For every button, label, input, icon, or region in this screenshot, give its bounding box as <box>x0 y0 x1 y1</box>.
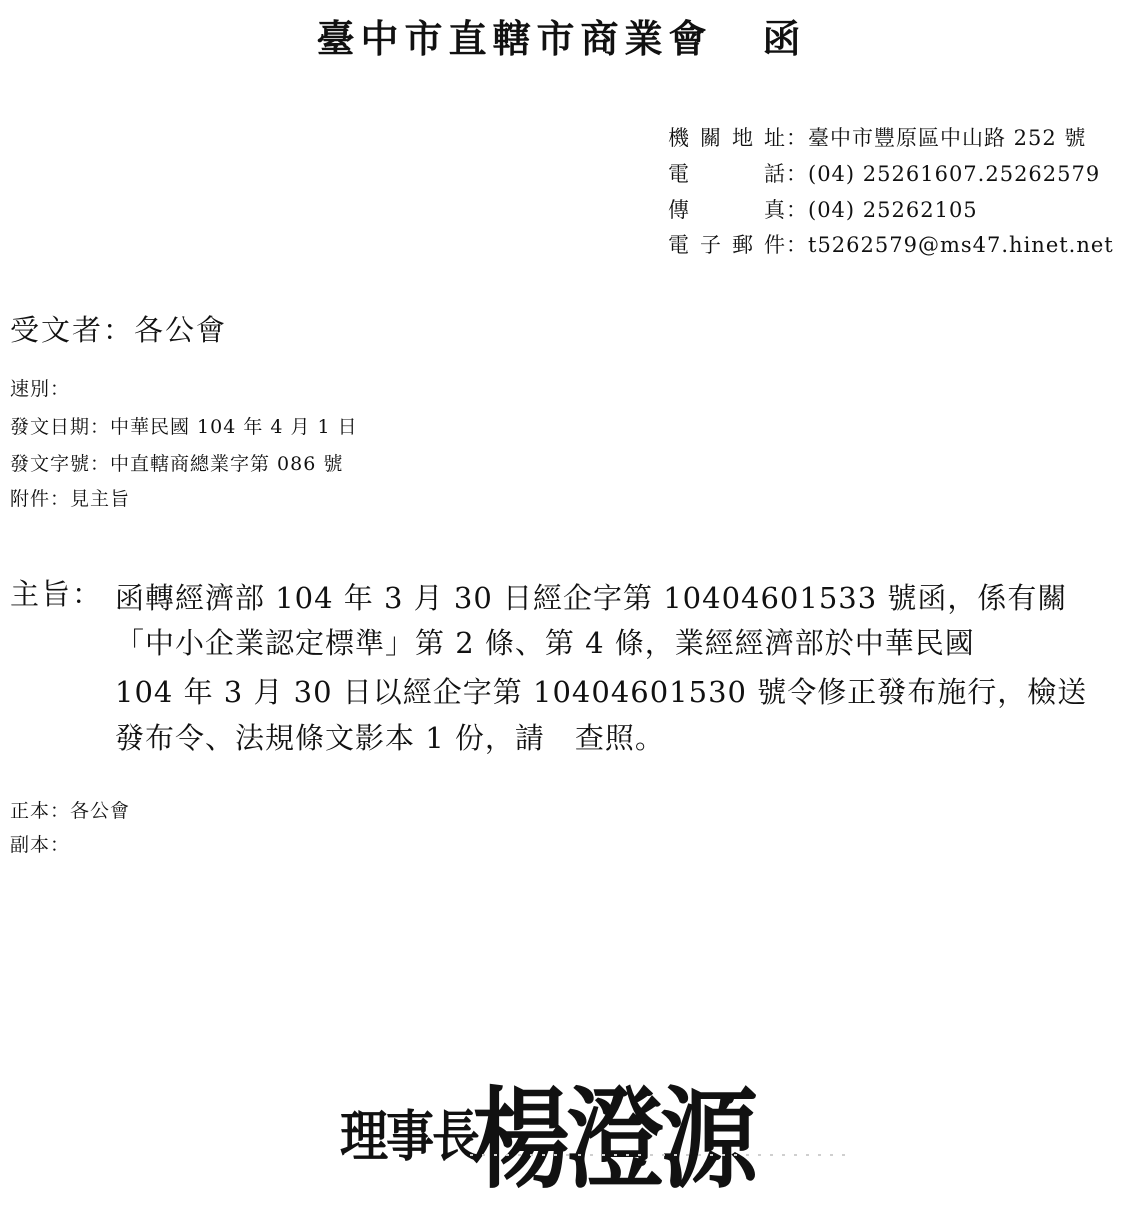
org-name: 臺中市直轄市商業會 <box>316 16 713 61</box>
signature-title: 理事長 <box>340 1104 479 1170</box>
document-title <box>0 8 1123 63</box>
fax-label: 傳真 <box>668 198 786 222</box>
speed-field: 速別： <box>10 378 71 400</box>
address-line <box>668 122 1086 152</box>
issue-date: 發文日期：中華民國 104 年 4 月 1 日 <box>10 416 358 438</box>
phone-value: ：(04) 25261607.25262579 <box>786 162 1101 186</box>
doc-type: 函 <box>762 16 807 61</box>
issue-number: 發文字號：中直轄商總業字第 086 號 <box>10 453 344 475</box>
subject-label: 主旨： <box>10 577 104 611</box>
subject-line-1: 函轉經濟部 104 年 3 月 30 日經企字第 10404601533 號函，係有關 <box>115 581 1068 615</box>
subject-line-2: 「中小企業認定標準」第 2 條、第 4 條，業經經濟部於中華民國 <box>115 626 975 660</box>
signature-name: 楊澄源 <box>472 1075 755 1205</box>
original-copy: 正本：各公會 <box>10 800 131 822</box>
fax-value: ：(04) 25262105 <box>786 198 978 222</box>
email-label: 電子郵件 <box>668 233 786 257</box>
email-line <box>668 229 1114 259</box>
subject-line-4: 發布令、法規條文影本 1 份，請 查照。 <box>115 721 665 755</box>
scan-smudge <box>470 1150 850 1160</box>
address-label: 機關地址 <box>668 126 786 150</box>
duplicate-copy: 副本： <box>10 834 71 856</box>
phone-label: 電話 <box>668 162 786 186</box>
attachment: 附件：見主旨 <box>10 488 131 510</box>
recipient: 受文者：各公會 <box>10 313 228 347</box>
address-value: ：臺中市豐原區中山路 252 號 <box>786 126 1087 150</box>
email-value: ：t5262579@ms47.hinet.net <box>786 233 1114 257</box>
fax-line <box>668 194 978 224</box>
phone-line <box>668 158 1100 188</box>
subject-line-3: 104 年 3 月 30 日以經企字第 10404601530 號令修正發布施行，檢送 <box>115 675 1088 709</box>
